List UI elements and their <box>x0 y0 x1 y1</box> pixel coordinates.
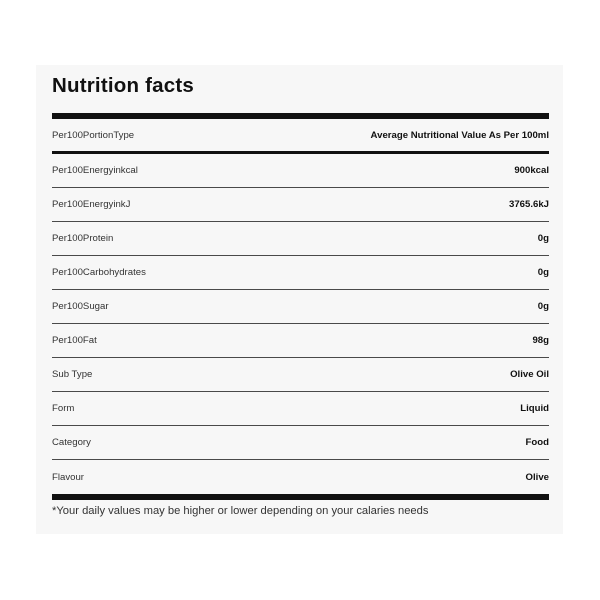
bottom-divider <box>52 494 549 500</box>
header-divider <box>52 151 549 154</box>
row-value: 0g <box>537 267 549 278</box>
row-label: Per100Protein <box>52 233 114 244</box>
table-header-row <box>52 119 549 151</box>
header-label: Per100PortionType <box>52 129 135 141</box>
row-value: Olive Oil <box>510 369 549 380</box>
row-value: Liquid <box>520 403 549 414</box>
row-value: 0g <box>537 301 549 312</box>
row-value: Food <box>525 437 549 448</box>
row-label: Per100Carbohydrates <box>52 267 146 278</box>
table-row <box>52 324 549 358</box>
row-value: 0g <box>537 233 549 244</box>
row-label: Per100Energyinkcal <box>52 165 138 176</box>
table-row <box>52 222 549 256</box>
row-value: 900kcal <box>514 165 549 176</box>
table-row <box>52 256 549 290</box>
nutrition-facts-panel <box>36 65 563 534</box>
row-label: Per100Sugar <box>52 301 109 312</box>
row-value: 3765.6kJ <box>508 199 549 210</box>
table-row <box>52 290 549 324</box>
row-label: Form <box>52 403 75 414</box>
table-row <box>52 154 549 188</box>
footnote: *Your daily values may be higher or lower depending on your calaries needs <box>52 505 429 517</box>
row-label: Flavour <box>52 471 84 483</box>
table-row <box>52 358 549 392</box>
row-value: 98g <box>532 335 549 346</box>
table-row <box>52 188 549 222</box>
table-row <box>52 392 549 426</box>
row-label: Per100EnergyinkJ <box>52 199 131 210</box>
panel-title: Nutrition facts <box>52 74 194 97</box>
row-label: Sub Type <box>52 369 93 380</box>
row-label: Category <box>52 437 91 448</box>
table-row <box>52 460 549 494</box>
row-value: Olive <box>525 471 549 483</box>
table-row <box>52 426 549 460</box>
nutrition-table <box>52 119 549 494</box>
row-label: Per100Fat <box>52 335 97 346</box>
header-value: Average Nutritional Value As Per 100ml <box>370 129 549 141</box>
